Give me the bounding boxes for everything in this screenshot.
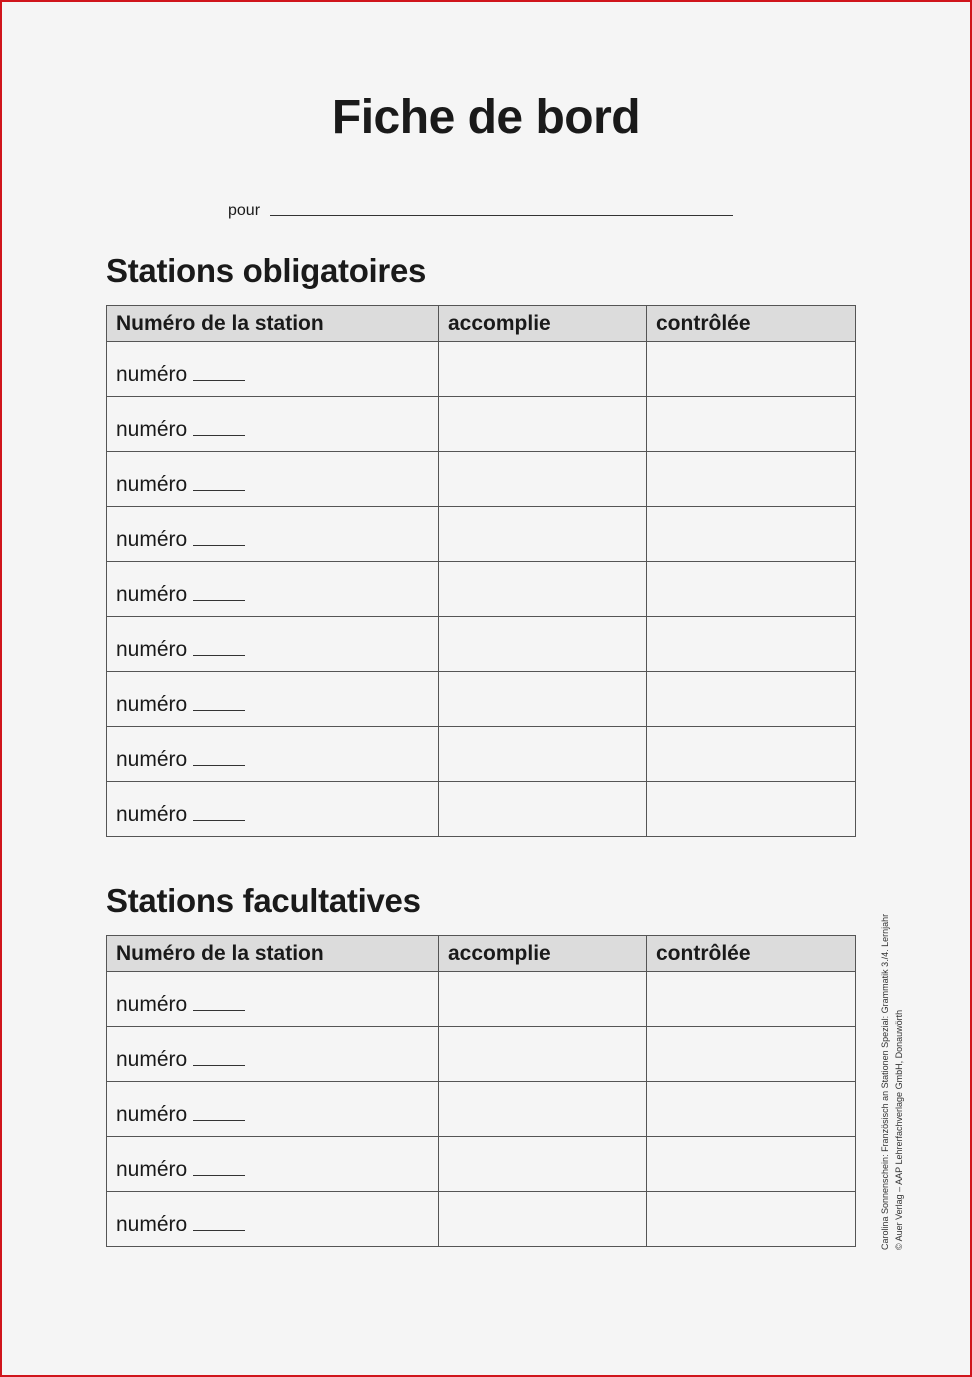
- numero-label: numéro: [116, 993, 188, 1016]
- numero-label: numéro: [116, 693, 188, 716]
- accomplie-cell[interactable]: [439, 1137, 647, 1192]
- station-number-cell[interactable]: [107, 782, 439, 837]
- numero-label: numéro: [116, 803, 188, 826]
- controlee-cell[interactable]: [647, 1082, 856, 1137]
- copyright-credit: [878, 914, 906, 1250]
- numero-label: numéro: [116, 1158, 188, 1181]
- numero-label: numéro: [116, 748, 188, 771]
- page-title: Fiche de bord: [331, 91, 641, 144]
- accomplie-cell[interactable]: [439, 1082, 647, 1137]
- controlee-cell[interactable]: [647, 342, 856, 397]
- table-row: [107, 397, 856, 452]
- numero-label: numéro: [116, 363, 188, 386]
- table-obligatoires: [106, 305, 856, 837]
- station-number-cell[interactable]: [107, 507, 439, 562]
- station-number-cell[interactable]: [107, 672, 439, 727]
- credit-line-1: Carolina Sonnenschein: Französisch an Stationen Spezial: Grammatik 3./4. Lernjahr: [880, 913, 890, 1250]
- number-blank-line: [193, 1229, 245, 1231]
- column-header-station: Numéro de la station: [107, 936, 439, 972]
- numero-label: numéro: [116, 473, 188, 496]
- accomplie-cell[interactable]: [439, 397, 647, 452]
- controlee-cell[interactable]: [647, 672, 856, 727]
- table-row: [107, 1192, 856, 1247]
- numero-label: numéro: [116, 1213, 188, 1236]
- station-number-cell[interactable]: [107, 972, 439, 1027]
- station-number-cell[interactable]: [107, 342, 439, 397]
- station-number-cell[interactable]: [107, 1027, 439, 1082]
- station-number-cell[interactable]: [107, 1082, 439, 1137]
- table-row: [107, 1027, 856, 1082]
- section-title-obligatoires: Stations obligatoires: [106, 252, 427, 289]
- accomplie-cell[interactable]: [439, 782, 647, 837]
- accomplie-cell[interactable]: [439, 1192, 647, 1247]
- station-number-cell[interactable]: [107, 1192, 439, 1247]
- credit-line-2: © Auer Verlag – AAP Lehrerfachverlage GmbH, Donauwörth: [894, 1009, 904, 1250]
- numero-label: numéro: [116, 528, 188, 551]
- section-title-facultatives: Stations facultatives: [106, 882, 421, 919]
- number-blank-line: [193, 764, 245, 766]
- accomplie-cell[interactable]: [439, 342, 647, 397]
- controlee-cell[interactable]: [647, 452, 856, 507]
- number-blank-line: [193, 379, 245, 381]
- table-row: [107, 727, 856, 782]
- accomplie-cell[interactable]: [439, 562, 647, 617]
- controlee-cell[interactable]: [647, 1192, 856, 1247]
- table-facultatives: [106, 935, 856, 1247]
- number-blank-line: [193, 544, 245, 546]
- table-row: [107, 672, 856, 727]
- accomplie-cell[interactable]: [439, 972, 647, 1027]
- number-blank-line: [193, 819, 245, 821]
- station-number-cell[interactable]: [107, 727, 439, 782]
- number-blank-line: [193, 1009, 245, 1011]
- numero-label: numéro: [116, 583, 188, 606]
- accomplie-cell[interactable]: [439, 617, 647, 672]
- controlee-cell[interactable]: [647, 972, 856, 1027]
- column-header-accomplie: accomplie: [439, 936, 647, 972]
- accomplie-cell[interactable]: [439, 672, 647, 727]
- table-header-row: [107, 936, 856, 972]
- station-number-cell[interactable]: [107, 397, 439, 452]
- table-row: [107, 972, 856, 1027]
- number-blank-line: [193, 599, 245, 601]
- controlee-cell[interactable]: [647, 1027, 856, 1082]
- column-header-controlee: contrôlée: [647, 306, 856, 342]
- number-blank-line: [193, 1174, 245, 1176]
- controlee-cell[interactable]: [647, 1137, 856, 1192]
- controlee-cell[interactable]: [647, 397, 856, 452]
- table-row: [107, 1137, 856, 1192]
- table-row: [107, 562, 856, 617]
- station-number-cell[interactable]: [107, 1137, 439, 1192]
- table-row: [107, 342, 856, 397]
- column-header-controlee: contrôlée: [647, 936, 856, 972]
- column-header-accomplie: accomplie: [439, 306, 647, 342]
- station-number-cell[interactable]: [107, 562, 439, 617]
- number-blank-line: [193, 709, 245, 711]
- table-row: [107, 452, 856, 507]
- controlee-cell[interactable]: [647, 782, 856, 837]
- accomplie-cell[interactable]: [439, 507, 647, 562]
- number-blank-line: [193, 489, 245, 491]
- table-row: [107, 782, 856, 837]
- table-header-row: [107, 306, 856, 342]
- table-row: [107, 1082, 856, 1137]
- controlee-cell[interactable]: [647, 507, 856, 562]
- numero-label: numéro: [116, 1103, 188, 1126]
- number-blank-line: [193, 1119, 245, 1121]
- station-number-cell[interactable]: [107, 617, 439, 672]
- controlee-cell[interactable]: [647, 617, 856, 672]
- controlee-cell[interactable]: [647, 727, 856, 782]
- column-header-station: Numéro de la station: [107, 306, 439, 342]
- number-blank-line: [193, 654, 245, 656]
- table-row: [107, 507, 856, 562]
- pour-field: [228, 200, 738, 220]
- pour-blank-line: [270, 215, 733, 216]
- accomplie-cell[interactable]: [439, 1027, 647, 1082]
- table-row: [107, 617, 856, 672]
- numero-label: numéro: [116, 1048, 188, 1071]
- accomplie-cell[interactable]: [439, 727, 647, 782]
- station-number-cell[interactable]: [107, 452, 439, 507]
- pour-label: pour: [228, 202, 261, 219]
- number-blank-line: [193, 434, 245, 436]
- number-blank-line: [193, 1064, 245, 1066]
- controlee-cell[interactable]: [647, 562, 856, 617]
- numero-label: numéro: [116, 638, 188, 661]
- numero-label: numéro: [116, 418, 188, 441]
- accomplie-cell[interactable]: [439, 452, 647, 507]
